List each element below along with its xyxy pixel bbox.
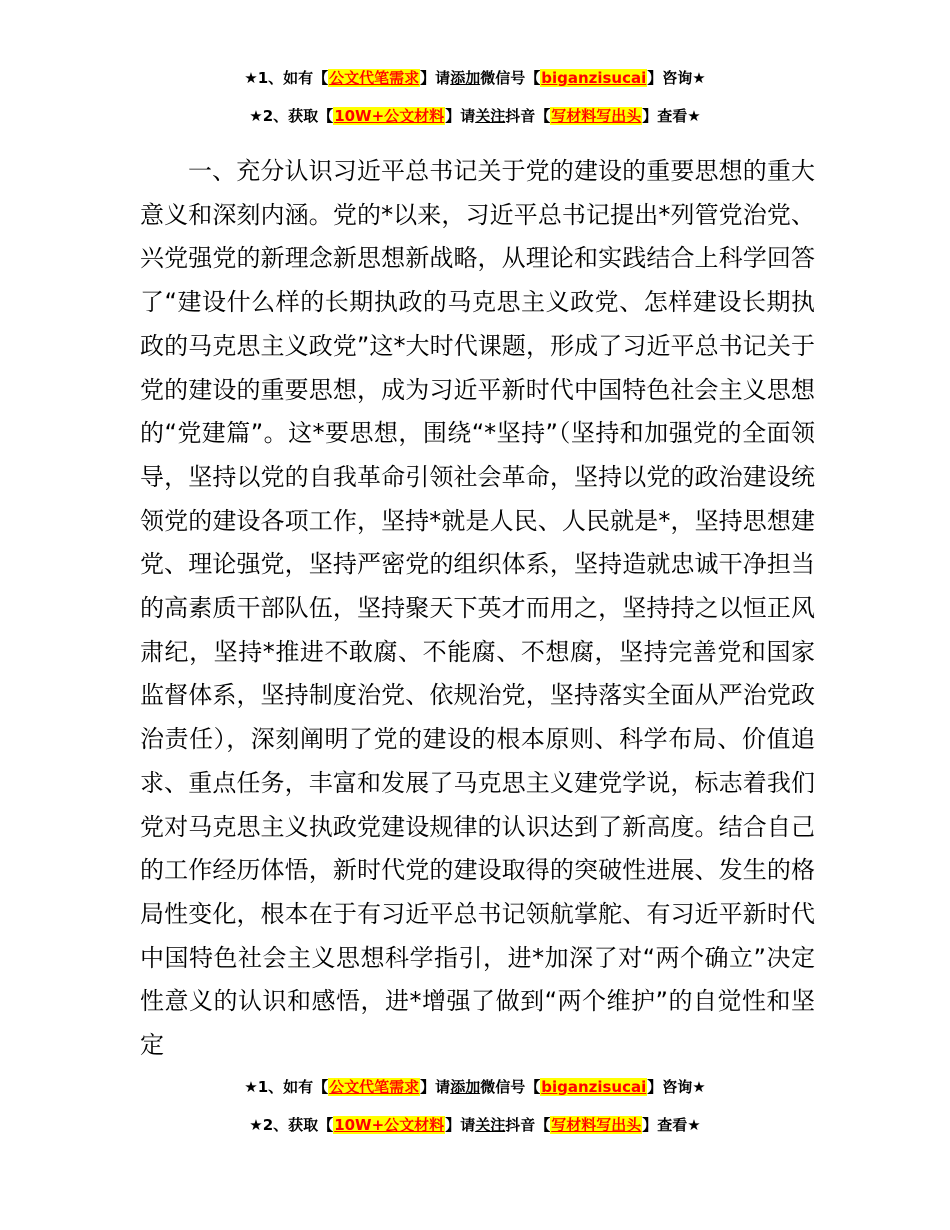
banner-text: 】咨询★ — [647, 1078, 706, 1096]
underlined-follow: 关注 — [475, 107, 506, 125]
highlight-douyin-account: 写材料写出头 — [551, 107, 642, 125]
underlined-add: 添加 — [450, 1078, 481, 1096]
header-line-1 — [0, 68, 950, 88]
highlight-ghostwriting: 公文代笔需求 — [329, 69, 420, 87]
banner-text: ★1、如有【 — [244, 69, 329, 87]
body-paragraph: 一、充分认识习近平总书记关于党的建设的重要思想的重大意义和深刻内涵。党的*以来，习近平总书记提出*列管党治党、兴党强党的新理念新思想新战略，从理论和实践结合上科学回答了“建设什么样的长期执政的马克思主义政党、怎样建设长期执政的马克思主义政党”这*大时代课题，形成了习近平总书记关于党的建设的重要思想，成为习近平新时代中国特色社会主义思想的“党建篇”。这*要思想，围绕“*坚持”（坚持和加强党的全面领导，坚持以党的自我革命引领社会革命，坚持以党的政治建设统领党的建设各项工作，坚持*就是人民、人民就是*，坚持思想建党、理论强党，坚持严密党的组织体系，坚持造就忠诚干净担当的高素质干部队伍，坚持聚天下英才而用之，坚持持之以恒正风肃纪，坚持*推进不敢腐、不能腐、不想腐，坚持完善党和国家监督体系，坚持制度治党、依规治党，坚持落实全面从严治党政治责任），深刻阐明了党的建设的根本原则、科学布局、价值追求、重点任务，丰富和发展了马克思主义建党学说，标志着我们党对马克思主义执政党建设规律的认识达到了新高度。结合自己的工作经历体悟，新时代党的建设取得的突破性进展、发生的格局性变化，根本在于有习近平总书记领航掌舵、有习近平新时代中国特色社会主义思想科学指引，进*加深了对“两个确立”决定性意义的认识和感悟，进*增强了做到“两个维护”的自觉性和坚定 — [140, 157, 815, 1060]
banner-text: 】请 — [420, 69, 451, 87]
banner-text: 抖音【 — [505, 1116, 551, 1134]
highlight-materials: 10W+公文材料 — [334, 107, 445, 125]
banner-text: 微信号【 — [480, 1078, 541, 1096]
banner-text: ★2、获取【 — [249, 107, 334, 125]
banner-text: 】咨询★ — [647, 69, 706, 87]
highlight-ghostwriting: 公文代笔需求 — [329, 1078, 420, 1096]
footer-line-1 — [0, 1077, 950, 1097]
banner-text: 】查看★ — [642, 107, 701, 125]
highlight-douyin-account: 写材料写出头 — [551, 1116, 642, 1134]
underlined-add: 添加 — [450, 69, 481, 87]
banner-text: 】请 — [420, 1078, 451, 1096]
highlight-materials: 10W+公文材料 — [334, 1116, 445, 1134]
underlined-follow: 关注 — [475, 1116, 506, 1134]
banner-text: 】请 — [445, 1116, 476, 1134]
footer-line-2 — [0, 1115, 950, 1135]
banner-text: ★2、获取【 — [249, 1116, 334, 1134]
highlight-wechat-id: biganzisucai — [541, 1078, 647, 1096]
banner-text: ★1、如有【 — [244, 1078, 329, 1096]
banner-text: 微信号【 — [480, 69, 541, 87]
highlight-wechat-id: biganzisucai — [541, 69, 647, 87]
banner-text: 抖音【 — [505, 107, 551, 125]
banner-text: 】请 — [445, 107, 476, 125]
banner-text: 】查看★ — [642, 1116, 701, 1134]
header-line-2 — [0, 106, 950, 126]
